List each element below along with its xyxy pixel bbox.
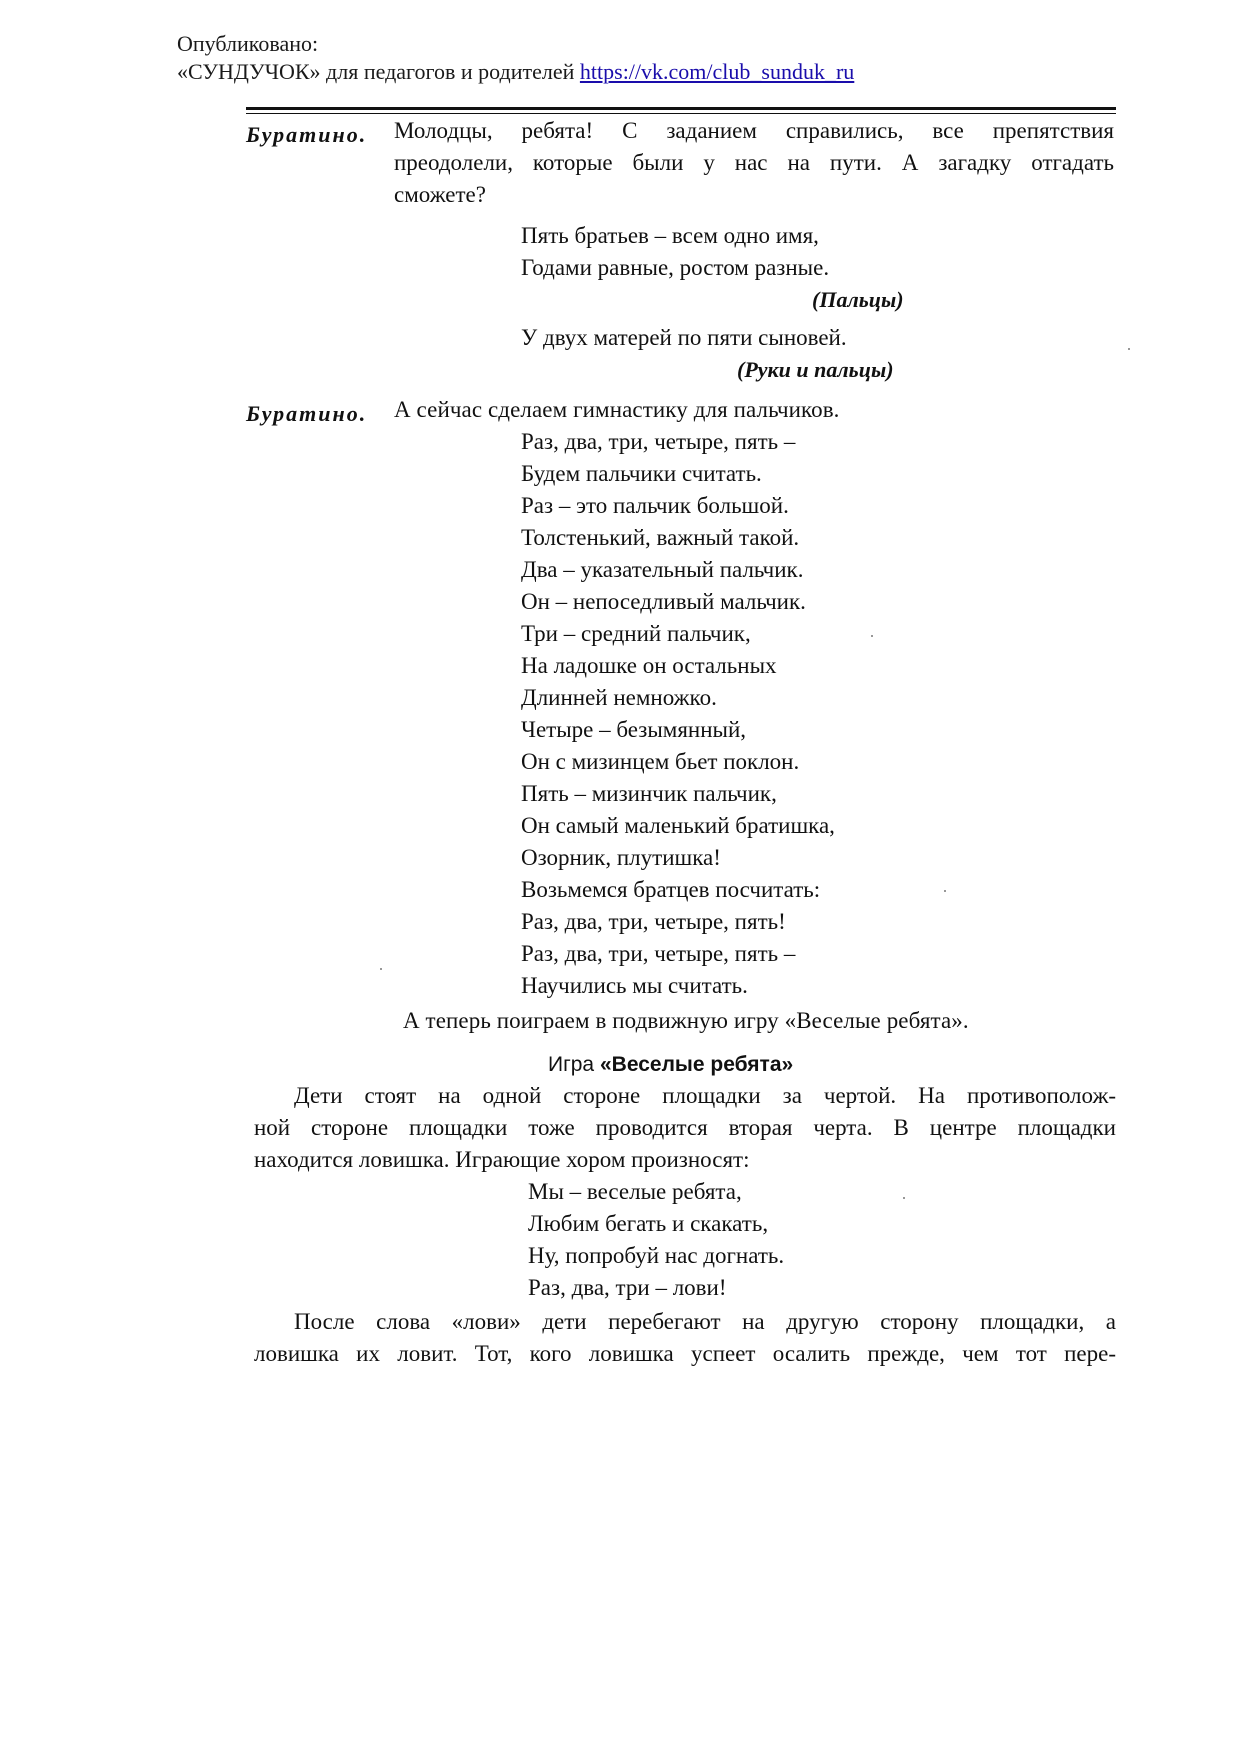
poem-line: Три – средний пальчик, xyxy=(521,621,751,646)
game-description-line: ной стороне площадки тоже проводится вторая черта. В центре площадки xyxy=(254,1115,1116,1140)
poem-line: Он – непоседливый мальчик. xyxy=(521,589,806,614)
poem-line: Раз, два, три, четыре, пять! xyxy=(521,909,786,934)
poem-line: Длинней немножко. xyxy=(521,685,717,710)
game-description-line: ловишка их ловит. Тот, кого ловишка успеет осалить прежде, чем тот пере- xyxy=(254,1341,1116,1366)
scan-speck xyxy=(1128,348,1130,350)
poem-line: Раз, два, три, четыре, пять – xyxy=(521,429,796,454)
game-description-line: находится ловишка. Играющие хором произносят: xyxy=(254,1147,750,1172)
vk-link[interactable]: https://vk.com/club_sunduk_ru xyxy=(579,59,855,84)
speaker-text-1 xyxy=(394,115,1114,211)
chant-line: Ну, попробуй нас догнать. xyxy=(528,1243,785,1268)
poem-line: Возьмемся братцев посчитать: xyxy=(521,877,821,902)
poem-line: Два – указательный пальчик. xyxy=(521,557,804,582)
game-title-name: «Веселые ребята» xyxy=(599,1053,794,1076)
scan-speck xyxy=(871,635,873,637)
poem-line: Пять – мизинчик пальчик, xyxy=(521,781,777,806)
poem-line: Будем пальчики считать. xyxy=(521,461,762,486)
chant-line: Раз, два, три – лови! xyxy=(528,1275,727,1300)
riddle1-answer: (Пальцы) xyxy=(812,287,904,312)
speaker-text-1-line: сможете? xyxy=(394,182,486,207)
published-label: Опубликовано: xyxy=(177,31,319,56)
publisher-line xyxy=(177,58,854,86)
poem-line: Он с мизинцем бьет поклон. xyxy=(521,749,800,774)
poem-line: Он самый маленький братишка, xyxy=(521,813,835,838)
game-title-prefix: Игра xyxy=(548,1053,595,1076)
transition-text: А теперь поиграем в подвижную игру «Веселые ребята». xyxy=(403,1008,969,1033)
game-description-2 xyxy=(254,1306,1116,1370)
poem-line: Озорник, плутишка! xyxy=(521,845,721,870)
poem-line: Научились мы считать. xyxy=(521,973,748,998)
scan-speck xyxy=(380,968,382,970)
speaker-label-2: Буратино. xyxy=(246,401,368,426)
chant-line: Любим бегать и скакать, xyxy=(528,1211,769,1236)
poem-line: Раз – это пальчик большой. xyxy=(521,493,789,518)
header-rule-thin xyxy=(246,113,1116,114)
game-description-1 xyxy=(254,1080,1116,1176)
chant-line: Мы – веселые ребята, xyxy=(528,1179,742,1204)
speaker-text-2: А сейчас сделаем гимнастику для пальчиков. xyxy=(394,397,840,422)
speaker-label-1: Буратино. xyxy=(246,122,368,147)
riddle2-answer: (Руки и пальцы) xyxy=(737,357,894,382)
game-title xyxy=(548,1050,793,1080)
poem-line: На ладошке он остальных xyxy=(521,653,777,678)
publisher-text: «СУНДУЧОК» для педагогов и родителей xyxy=(177,59,575,84)
poem-line: Раз, два, три, четыре, пять – xyxy=(521,941,796,966)
riddle2-line: У двух матерей по пяти сыновей. xyxy=(521,325,847,350)
speaker-text-1-line: преодолели, которые были у нас на пути. А загадку отгадать xyxy=(394,150,1114,175)
game-description-line: Дети стоят на одной стороне площадки за чертой. На противополож- xyxy=(294,1083,1116,1108)
riddle1-line: Пять братьев – всем одно имя, xyxy=(521,223,819,248)
game-description-line: После слова «лови» дети перебегают на другую сторону площадки, а xyxy=(294,1309,1116,1334)
speaker-text-1-line: Молодцы, ребята! С заданием справились, все препятствия xyxy=(394,118,1114,143)
poem-line: Четыре – безымянный, xyxy=(521,717,747,742)
riddle1-line: Годами равные, ростом разные. xyxy=(521,255,830,280)
scan-speck xyxy=(944,890,946,892)
header-rule-thick xyxy=(246,107,1116,110)
poem-line: Толстенький, важный такой. xyxy=(521,525,800,550)
scan-speck xyxy=(903,1197,905,1199)
